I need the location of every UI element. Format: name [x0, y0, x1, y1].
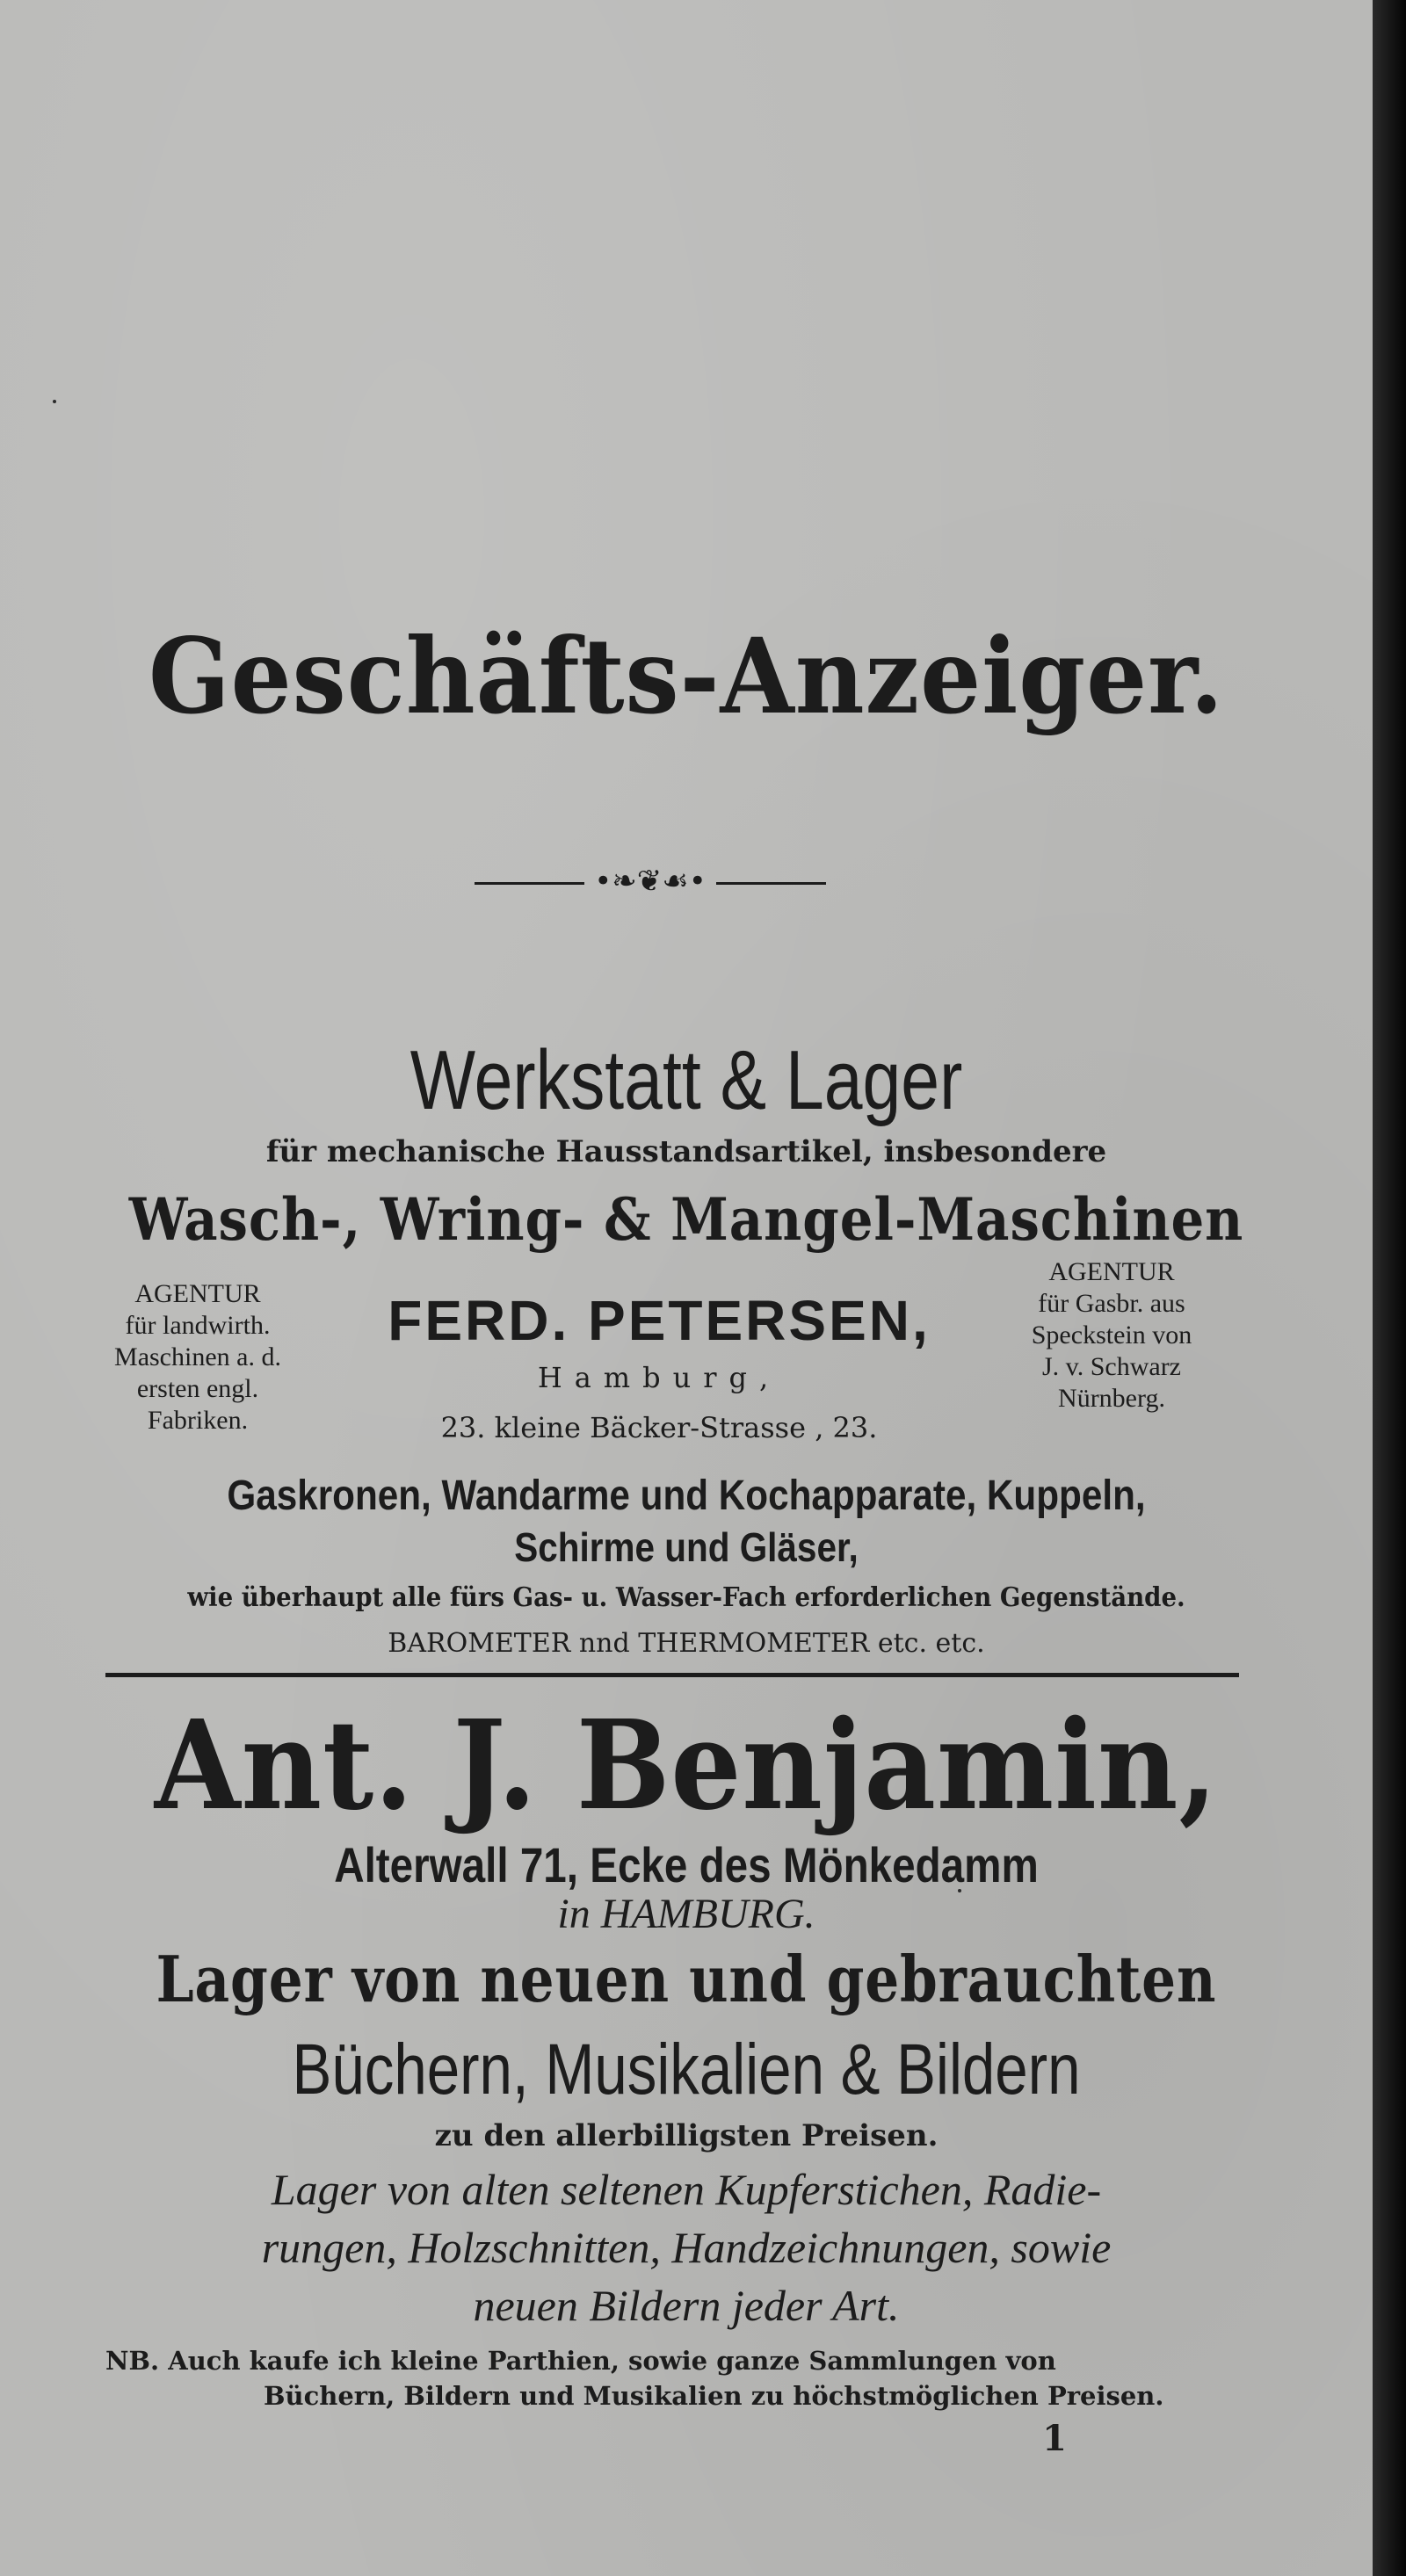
page-edge-shadow [1373, 0, 1406, 2576]
ad-benjamin-address: Alterwall 71, Ecke des Mönkedamm [334, 1837, 1039, 1892]
ad-benjamin-art-line-2: rungen, Holzschnitten, Handzeichnungen, sowie [261, 2223, 1112, 2272]
agency-right-line: J. v. Schwarz [1041, 1352, 1181, 1381]
agency-right-line: für Gasbr. aus [1038, 1289, 1185, 1318]
ad-petersen-products-line-2: Schirme und Gläser, [514, 1524, 859, 1570]
ad-petersen-machines: Wasch-, Wring- & Mangel-Maschinen [128, 1185, 1244, 1254]
agency-left-line: Maschinen a. d. [114, 1342, 281, 1371]
agency-right-line: AGENTUR [1048, 1257, 1175, 1286]
agency-left-line: Fabriken. [147, 1406, 249, 1435]
ad-petersen-address: 23. kleine Bäcker-Strasse , 23. [440, 1411, 878, 1444]
ornament-glyph: •❧❦☙• [594, 864, 707, 899]
ad-petersen-products-line-3: wie überhaupt alle fürs Gas- u. Wasser-Fach erforderlichen Gegenstände. [187, 1582, 1185, 1613]
agency-left-block [83, 1278, 312, 1436]
ad-benjamin-art-line-3: neuen Bildern jeder Art. [473, 2281, 900, 2330]
dust-speck [53, 400, 56, 403]
agency-right-line: Speckstein von [1031, 1321, 1192, 1350]
ad-petersen-firm: FERD. PETERSEN, [388, 1289, 931, 1352]
ornament-divider [475, 865, 826, 901]
ad-benjamin-name: Ant. J. Benjamin, [154, 1694, 1219, 1838]
ad-petersen-products-line-1: Gaskronen, Wandarme und Kochapparate, Kuppeln, [227, 1473, 1146, 1519]
agency-left-line: AGENTUR [134, 1279, 261, 1308]
ad-petersen-subheading: für mechanische Hausstandsartikel, insbesondere [265, 1134, 1107, 1169]
page-title: Geschäfts-Anzeiger. [149, 615, 1224, 737]
ad-benjamin-goods: Büchern, Musikalien & Bildern [292, 2030, 1081, 2109]
ad-petersen-heading: Werkstatt & Lager [409, 1033, 963, 1127]
ad-benjamin-nb-line-2: Büchern, Bildern und Musikalien zu höchstmöglichen Preisen. [264, 2381, 1164, 2411]
ad-benjamin-city: in HAMBURG. [557, 1891, 815, 1937]
ad-benjamin-prices: zu den allerbilligsten Preisen. [434, 2118, 939, 2153]
ad-benjamin-lager: Lager von neuen und gebrauchten [156, 1942, 1217, 2016]
page-number: 1 [1042, 2418, 1067, 2459]
ad-benjamin-nb-line-1: NB. Auch kaufe ich kleine Parthien, sowie ganze Sammlungen von [105, 2346, 1056, 2376]
ad-petersen-city: Hamburg, [537, 1361, 781, 1394]
ad-benjamin-art-line-1: Lager von alten seltenen Kupferstichen, Radie- [271, 2165, 1102, 2214]
agency-left-line: für landwirth. [125, 1311, 271, 1340]
agency-right-block [971, 1256, 1252, 1415]
agency-right-line: Nürnberg. [1058, 1384, 1165, 1413]
ad-divider-rule [105, 1673, 1239, 1677]
ad-petersen-products-line-4: BAROMETER nnd THERMOMETER etc. etc. [388, 1628, 985, 1659]
agency-left-line: ersten engl. [136, 1374, 259, 1403]
